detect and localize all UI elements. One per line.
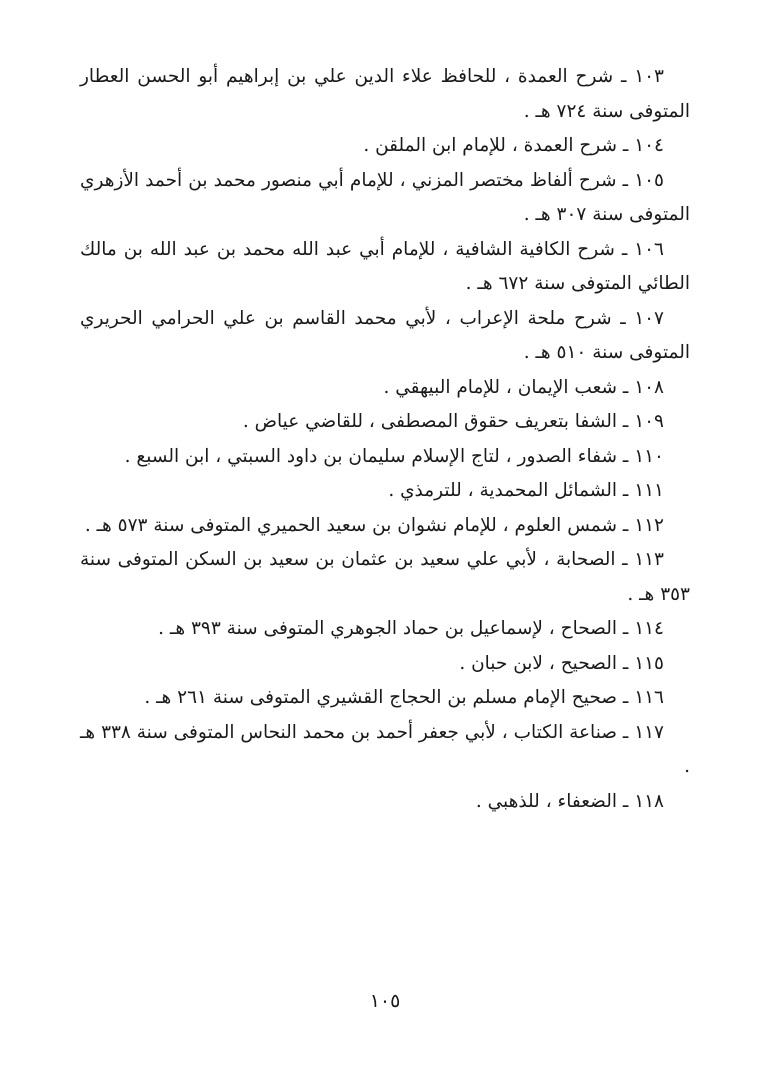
list-item	[80, 60, 690, 129]
list-item	[80, 612, 690, 647]
entry-text: الصحاح ، لإسماعيل بن حماد الجوهري المتوفى سنة ٣٩٣ هـ .	[158, 618, 617, 639]
entry-number: ١١٦	[634, 687, 664, 708]
entry-separator: ـ	[615, 549, 635, 570]
entry-text: شعب الإيمان ، للإمام البيهقي .	[383, 376, 617, 398]
list-item	[80, 164, 690, 233]
entry-separator: ـ	[617, 790, 635, 812]
list-item	[80, 405, 690, 440]
entry-separator: ـ	[617, 445, 635, 467]
entry-separator: ـ	[617, 721, 635, 743]
entry-text: شفاء الصدور ، لتاج الإسلام سليمان بن داود السبتي ، ابن السبع .	[124, 445, 617, 467]
entry-number: ١١٢	[634, 514, 664, 536]
entry-text: الشمائل المحمدية ، للترمذي .	[388, 480, 617, 501]
list-item	[80, 440, 690, 475]
entry-separator: ـ	[617, 687, 635, 708]
entry-separator: ـ	[617, 480, 635, 501]
entry-separator: ـ	[617, 652, 635, 674]
entry-text: الضعفاء ، للذهبي .	[475, 790, 617, 812]
entry-number: ١١٧	[634, 721, 664, 743]
entry-separator: ـ	[617, 135, 635, 156]
entry-number: ١١٤	[634, 618, 664, 639]
entry-number: ١٠٥	[634, 169, 664, 191]
list-item	[80, 647, 690, 682]
entry-number: ١٠٦	[634, 238, 664, 260]
entry-number: ١١٠	[634, 445, 664, 467]
entry-text: صحيح الإمام مسلم بن الحجاج القشيري المتوفى سنة ٢٦١ هـ .	[144, 687, 617, 708]
list-item	[80, 543, 690, 612]
list-item	[80, 681, 690, 716]
entry-number: ١٠٩	[634, 411, 664, 432]
entry-number: ١١١	[634, 480, 664, 501]
list-item	[80, 785, 690, 820]
entry-separator: ـ	[617, 514, 635, 536]
entry-separator: ـ	[616, 169, 635, 191]
entry-number: ١١٣	[634, 549, 664, 570]
list-item	[80, 302, 690, 371]
entry-text: شمس العلوم ، للإمام نشوان بن سعيد الحميري المتوفى سنة ٥٧٣ هـ .	[84, 514, 617, 536]
book-page	[80, 60, 690, 1020]
entry-number: ١٠٨	[634, 376, 664, 398]
entry-number: ١١٨	[634, 790, 664, 812]
entry-text: شرح العمدة ، للإمام ابن الملقن .	[363, 135, 617, 156]
bibliography-list	[80, 60, 690, 819]
entry-separator: ـ	[611, 307, 635, 329]
entry-text: الشفا بتعريف حقوق المصطفى ، للقاضي عياض .	[242, 411, 617, 432]
entry-text: شرح ملحة الإعراب ، لأبي محمد القاسم بن علي الحرامي الحريري المتوفى سنة ٥١٠ هـ .	[80, 307, 690, 363]
entry-separator: ـ	[613, 66, 635, 87]
entry-text: الصحابة ، لأبي علي سعيد بن عثمان بن سعيد بن السكن المتوفى سنة ٣٥٣ هـ .	[80, 549, 690, 605]
entry-number: ١٠٣	[634, 66, 664, 87]
entry-number: ١٠٤	[634, 135, 664, 156]
entry-separator: ـ	[617, 376, 635, 398]
entry-number: ١٠٧	[634, 307, 664, 329]
entry-separator: ـ	[617, 411, 635, 432]
entry-separator: ـ	[614, 238, 635, 260]
entry-text: صناعة الكتاب ، لأبي جعفر أحمد بن محمد النحاس المتوفى سنة ٣٣٨ هـ .	[80, 721, 690, 777]
entry-number: ١١٥	[634, 652, 664, 674]
list-item	[80, 371, 690, 406]
list-item	[80, 716, 690, 785]
entry-text: شرح ألفاظ مختصر المزني ، للإمام أبي منصور محمد بن أحمد الأزهري المتوفى سنة ٣٠٧ هـ .	[80, 169, 690, 225]
list-item	[80, 233, 690, 302]
entry-separator: ـ	[617, 618, 635, 639]
entry-text: الصحيح ، لابن حبان .	[459, 652, 617, 674]
list-item	[80, 129, 690, 164]
entry-text: شرح الكافية الشافية ، للإمام أبي عبد الله محمد بن عبد الله بن مالك الطائي المتوفى سنة ٦٧٢ هـ .	[80, 238, 690, 294]
page-number: ١٠٥	[369, 990, 401, 1012]
entry-text: شرح العمدة ، للحافظ علاء الدين علي بن إبراهيم أبو الحسن العطار المتوفى سنة ٧٢٤ هـ .	[80, 66, 690, 122]
list-item	[80, 509, 690, 544]
list-item	[80, 474, 690, 509]
